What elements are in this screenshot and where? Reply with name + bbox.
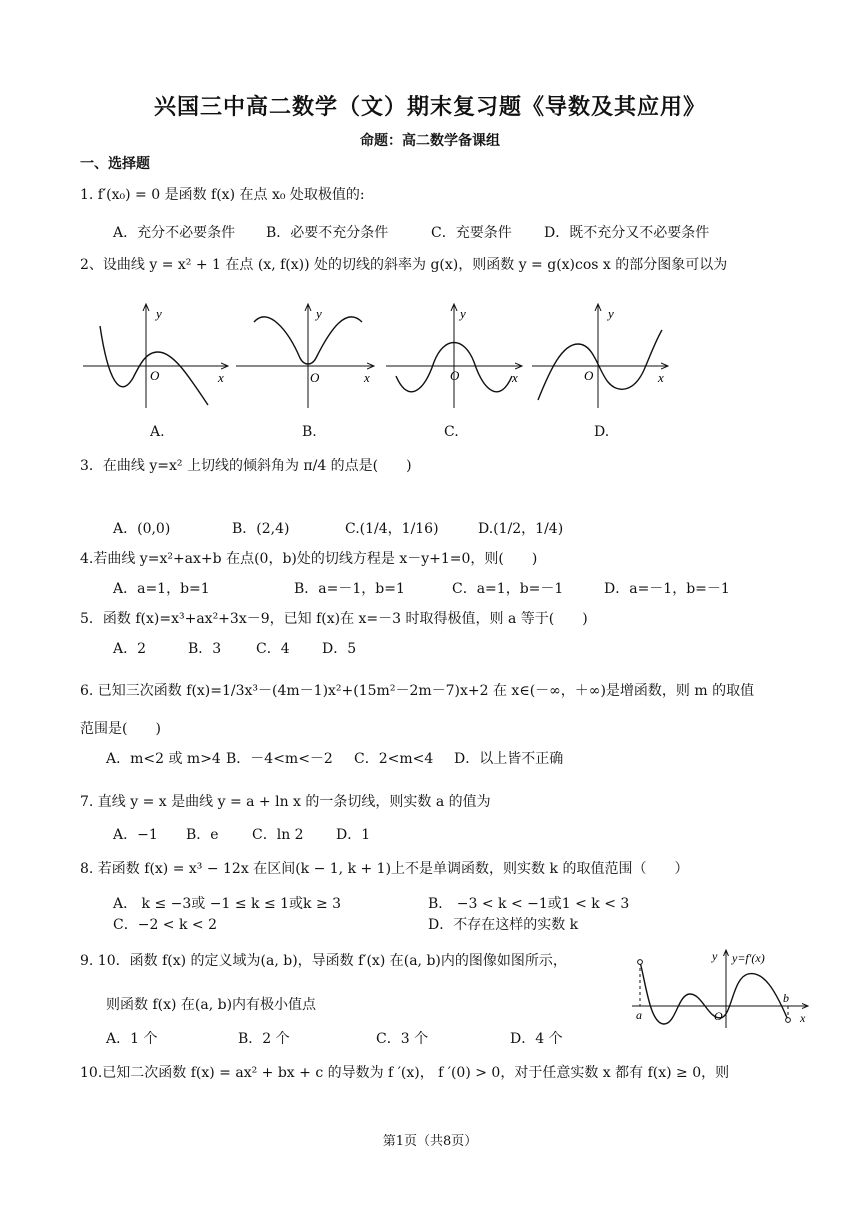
section-title: 一、选择题 bbox=[80, 156, 150, 172]
question-9-option-b: B．2 个 bbox=[238, 1031, 290, 1047]
question-6-text: 6. 已知三次函数 f(x)=1/3x³－(4m－1)x²+(15m²－2m－7)x+2 在 x∈(－∞，＋∞)是增函数，则 m 的取值 bbox=[80, 683, 755, 699]
question-8-option-c: C．−2 < k < 2 bbox=[113, 917, 218, 933]
question-4-text: 4.若曲线 y=x²+ax+b 在点(0，b)处的切线方程是 x－y+1=0，则( ) bbox=[80, 551, 538, 567]
graph-c-label: C. bbox=[444, 424, 459, 440]
question-1-option-b: B．必要不充分条件 bbox=[266, 225, 389, 241]
question-8-option-a: A． k ≤ −3或 −1 ≤ k ≤ 1或k ≥ 3 bbox=[113, 896, 342, 912]
question-6-option-b: B．－4<m<－2 bbox=[226, 751, 333, 767]
graph-b bbox=[236, 304, 374, 408]
question-6-option-d: D．以上皆不正确 bbox=[454, 751, 564, 767]
question-3-option-b: B．(2,4) bbox=[232, 521, 290, 537]
page-footer: 第1页（共8页） bbox=[382, 1134, 478, 1149]
graph-b-y-label: y bbox=[316, 306, 322, 321]
question-3-option-c: C.(1/4，1/16) bbox=[345, 521, 439, 537]
question-1-text: 1. f′(x₀) = 0 是函数 f(x) 在点 x₀ 处取极值的: bbox=[80, 187, 365, 203]
question-6-text-cont: 范围是( ) bbox=[80, 721, 161, 737]
graph-c bbox=[386, 304, 522, 408]
page-subtitle: 命题：高二数学备课组 bbox=[360, 133, 500, 149]
question-3-text: 3．在曲线 y=x² 上切线的倾斜角为 π/4 的点是( ) bbox=[80, 458, 412, 474]
graph-a-y-label: y bbox=[156, 306, 162, 321]
question-5-option-b: B．3 bbox=[188, 641, 222, 657]
question-5-option-d: D．5 bbox=[322, 641, 357, 657]
q9-origin: O bbox=[714, 1009, 723, 1023]
question-7-option-a: A．−1 bbox=[113, 827, 158, 843]
q9-y-label: y bbox=[712, 949, 718, 963]
question-6-option-c: C．2<m<4 bbox=[354, 751, 434, 767]
q9-fn-label: y=f′(x) bbox=[732, 951, 765, 965]
graph-b-origin: O bbox=[310, 370, 320, 385]
graph-c-x-label: x bbox=[512, 370, 518, 385]
question-9-option-d: D．4 个 bbox=[510, 1031, 563, 1047]
graph-a-x-label: x bbox=[218, 370, 224, 385]
question-1-option-d: D．既不充分又不必要条件 bbox=[544, 225, 710, 241]
question-3-option-d: D.(1/2，1/4) bbox=[478, 521, 564, 537]
graph-d-x-label: x bbox=[658, 370, 664, 385]
question-9-text: 9. 10．函数 f(x) 的定义域为(a, b)，导函数 f′(x) 在(a, b)内的图像如图所示， bbox=[80, 953, 567, 969]
question-2-text: 2、设曲线 y = x² + 1 在点 (x, f(x)) 处的切线的斜率为 g(x)，则函数 y = g(x)cos x 的部分图象可以为 bbox=[80, 257, 728, 273]
question-8-option-d: D．不存在这样的实数 k bbox=[428, 917, 579, 933]
question-5-text: 5．函数 f(x)=x³+ax²+3x－9，已知 f(x)在 x=－3 时取得极值，则 a 等于( ) bbox=[80, 611, 588, 627]
question-3-option-a: A．(0,0) bbox=[113, 521, 171, 537]
question-2-graphs bbox=[78, 300, 678, 420]
question-1-option-a: A．充分不必要条件 bbox=[113, 225, 236, 241]
q9-endpoint-a bbox=[638, 960, 643, 965]
graph-c-y-label: y bbox=[460, 306, 466, 321]
q9-b-label: b bbox=[783, 991, 789, 1005]
graph-c-origin: O bbox=[450, 368, 460, 383]
question-4-option-c: C．a=1，b=－1 bbox=[452, 581, 564, 597]
graph-d bbox=[532, 304, 668, 408]
question-4-option-b: B．a=－1，b=1 bbox=[294, 581, 405, 597]
question-9-option-c: C．3 个 bbox=[376, 1031, 429, 1047]
question-5-option-a: A．2 bbox=[113, 641, 147, 657]
question-9-graph bbox=[628, 944, 814, 1032]
question-1-option-c: C．充要条件 bbox=[431, 225, 512, 241]
question-9-option-a: A．1 个 bbox=[106, 1031, 158, 1047]
question-4-option-d: D．a=－1，b=－1 bbox=[604, 581, 730, 597]
q9-x-label: x bbox=[800, 1011, 806, 1025]
q9-endpoint-b bbox=[786, 1018, 791, 1023]
question-7-option-b: B．e bbox=[186, 827, 219, 843]
graph-a-label: A. bbox=[150, 424, 165, 440]
question-6-option-a: A．m<2 或 m>4 bbox=[106, 751, 221, 767]
graph-d-origin: O bbox=[584, 368, 594, 383]
q9-a-label: a bbox=[636, 1008, 642, 1022]
question-9-text-cont: 则函数 f(x) 在(a, b)内有极小值点 bbox=[106, 997, 317, 1013]
question-7-option-d: D．1 bbox=[336, 827, 371, 843]
graph-d-y-label: y bbox=[608, 306, 614, 321]
graph-b-x-label: x bbox=[364, 370, 370, 385]
question-8-option-b: B． −3 < k < −1或1 < k < 3 bbox=[428, 896, 630, 912]
question-8-text: 8. 若函数 f(x) = x³ − 12x 在区间(k − 1, k + 1)上不是单调函数，则实数 k 的取值范围（ ） bbox=[80, 861, 689, 877]
graph-d-label: D. bbox=[594, 424, 610, 440]
question-5-option-c: C．4 bbox=[256, 641, 290, 657]
graph-a bbox=[83, 304, 228, 408]
question-7-option-c: C．ln 2 bbox=[252, 827, 304, 843]
graph-a-origin: O bbox=[150, 368, 160, 383]
question-4-option-a: A．a=1，b=1 bbox=[113, 581, 210, 597]
graph-d-curve bbox=[538, 330, 662, 400]
page-title: 兴国三中高二数学（文）期末复习题《导数及其应用》 bbox=[153, 95, 706, 120]
question-10-text: 10.已知二次函数 f(x) = ax² + bx + c 的导数为 f ′(x)， f ′(0) > 0，对于任意实数 x 都有 f(x) ≥ 0，则 bbox=[80, 1065, 730, 1081]
question-7-text: 7. 直线 y = x 是曲线 y = a + ln x 的一条切线，则实数 a 的值为 bbox=[80, 794, 491, 810]
graph-b-label: B. bbox=[302, 424, 317, 440]
